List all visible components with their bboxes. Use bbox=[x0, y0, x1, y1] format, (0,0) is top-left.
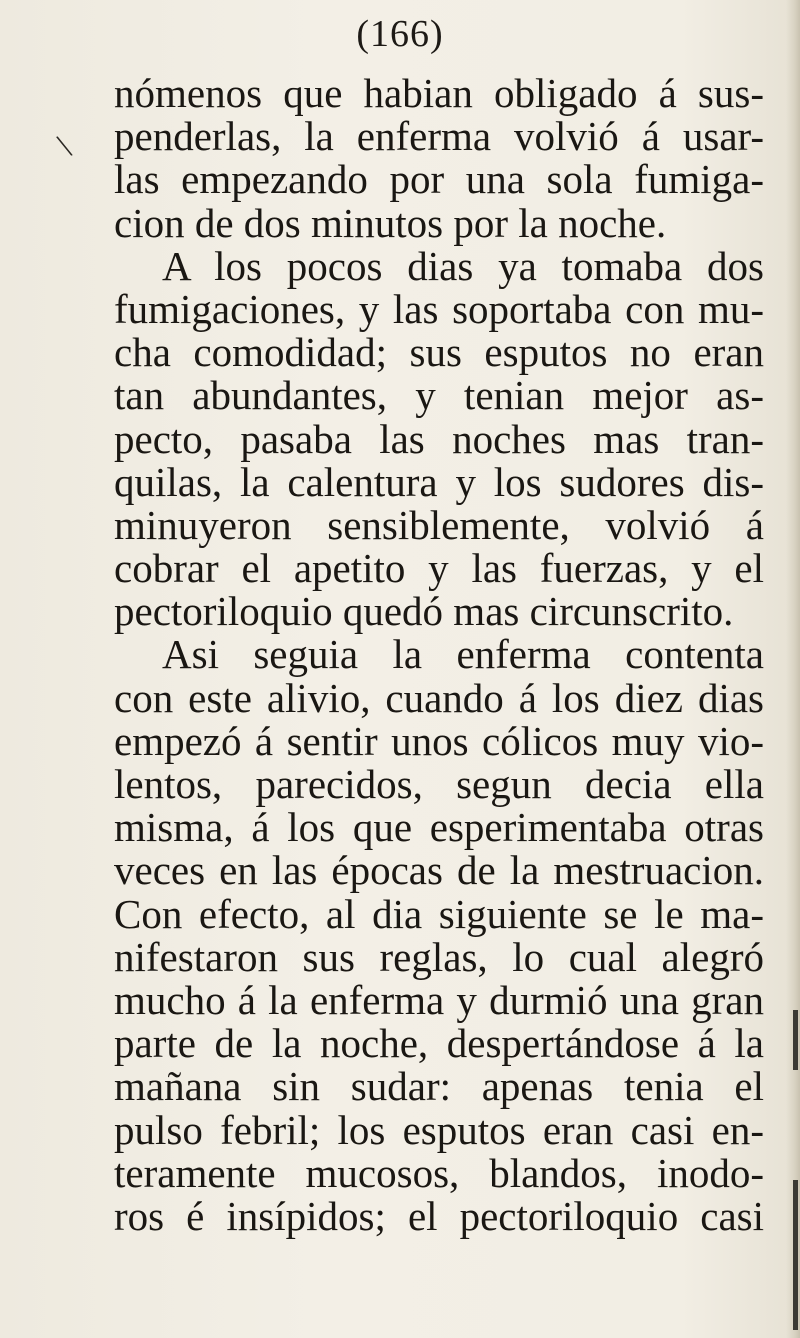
stray-mark: \ bbox=[53, 127, 76, 166]
text-line: Con efecto, al dia siguiente se le ma- bbox=[114, 890, 764, 937]
text-line: nómenos que habian obligado á sus- bbox=[114, 70, 764, 116]
text-line: fumigaciones, y las soportaba con mu- bbox=[114, 285, 764, 332]
text-line: lentos, parecidos, segun decia ella bbox=[114, 761, 764, 807]
text-line: ros é insípidos; el pectoriloquio casi bbox=[114, 1192, 764, 1239]
text-line: empezó á sentir unos cólicos muy vio- bbox=[114, 717, 764, 764]
text-line: minuyeron sensiblemente, volvió á bbox=[114, 501, 764, 548]
text-line: pectoriloquio quedó mas circunscrito. bbox=[114, 588, 734, 635]
text-line: penderlas, la enferma volvió á usar- bbox=[114, 113, 764, 160]
text-line: pecto, pasaba las noches mas tran- bbox=[114, 415, 764, 462]
text-line: mucho á la enferma y durmió una gran bbox=[114, 976, 764, 1023]
text-line: parte de la noche, despertándose á la bbox=[114, 1020, 764, 1067]
body-text bbox=[114, 72, 764, 1238]
text-line: veces en las épocas de la mestruacion. bbox=[114, 847, 764, 894]
text-line: las empezando por una sola fumiga- bbox=[114, 156, 764, 203]
text-line: mañana sin sudar: apenas tenia el bbox=[114, 1063, 764, 1110]
page-edge-mark bbox=[793, 1010, 798, 1070]
text-line: nifestaron sus reglas, lo cual alegró bbox=[114, 933, 764, 980]
text-line: cha comodidad; sus esputos no eran bbox=[114, 329, 764, 376]
page-edge-mark bbox=[793, 1180, 798, 1330]
text-line: cobrar el apetito y las fuerzas, y el bbox=[114, 545, 764, 592]
text-line: cion de dos minutos por la noche. bbox=[114, 199, 667, 246]
text-line: tan abundantes, y tenian mejor as- bbox=[114, 372, 764, 419]
text-line: A los pocos dias ya tomaba dos bbox=[162, 242, 764, 289]
text-line: Asi seguia la enferma contenta bbox=[162, 631, 764, 678]
page-edge-shadow bbox=[786, 0, 800, 1338]
text-line: teramente mucosos, blandos, inodo- bbox=[114, 1149, 764, 1196]
text-line: quilas, la calentura y los sudores dis- bbox=[114, 458, 764, 505]
text-line: misma, á los que esperimentaba otras bbox=[114, 804, 764, 851]
text-line: pulso febril; los esputos eran casi en- bbox=[114, 1106, 764, 1153]
page-number: (166) bbox=[356, 13, 444, 55]
text-line: con este alivio, cuando á los diez dias bbox=[114, 674, 764, 721]
